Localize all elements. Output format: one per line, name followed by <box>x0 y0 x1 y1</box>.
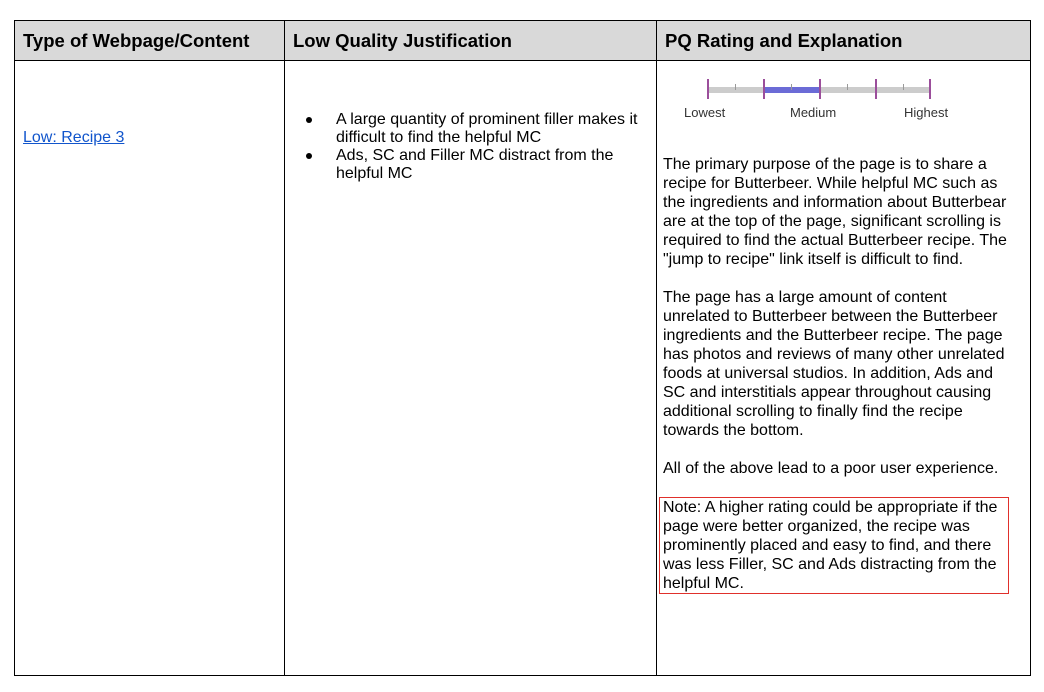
rating-scale <box>657 61 1029 131</box>
list-item: Ads, SC and Filler MC distract from the helpful MC <box>336 147 646 183</box>
justification-list <box>285 111 646 183</box>
scale-label-medium: Medium <box>790 105 837 120</box>
scale-label-lowest: Lowest <box>684 105 726 120</box>
explanation-paragraph: The page has a large amount of content unrelated to Butterbeer between the Butterbeer ingredients and the Butterbeer recipe. The page has photos and reviews of many other unrelated foods at universal studios. In addition, Ads and SC and interstitials appear throughout causing additional scrolling to finally find the recipe towards the bottom. <box>663 289 1005 439</box>
table-row <box>15 61 1031 676</box>
explanation-paragraph: The primary purpose of the page is to share a recipe for Butterbeer. While helpful MC such as the ingredients and information about Butterbear are at the top of the page, significant scrolling is required to find the actual Butterbeer recipe. The "jump to recipe" link itself is difficult to find. <box>663 156 1007 268</box>
rating-table <box>14 20 1031 676</box>
header-pq-rating: PQ Rating and Explanation <box>657 21 1031 61</box>
explanation-paragraph: All of the above lead to a poor user experience. <box>663 460 999 477</box>
scale-tick <box>903 84 904 90</box>
pq-explanation <box>663 155 1015 594</box>
header-row <box>15 21 1031 61</box>
cell-type <box>15 61 285 676</box>
scale-tick <box>819 79 821 99</box>
header-low-quality: Low Quality Justification <box>285 21 657 61</box>
scale-tick <box>929 79 931 99</box>
scale-tick <box>735 84 736 90</box>
cell-pq-rating <box>657 61 1031 676</box>
scale-tick <box>791 84 792 90</box>
recipe-link[interactable]: Low: Recipe 3 <box>23 129 125 146</box>
cell-justification <box>285 61 657 676</box>
scale-tick <box>875 79 877 99</box>
scale-label-highest: Highest <box>904 105 949 120</box>
list-item: A large quantity of prominent filler makes it difficult to find the helpful MC <box>336 111 646 147</box>
scale-tick <box>763 79 765 99</box>
note-box: Note: A higher rating could be appropriate if the page were better organized, the recipe was prominently placed and easy to find, and there was less Filler, SC and Ads distracting from the helpful MC. <box>659 497 1009 594</box>
scale-tick <box>847 84 848 90</box>
header-type: Type of Webpage/Content <box>15 21 285 61</box>
scale-tick <box>707 79 709 99</box>
